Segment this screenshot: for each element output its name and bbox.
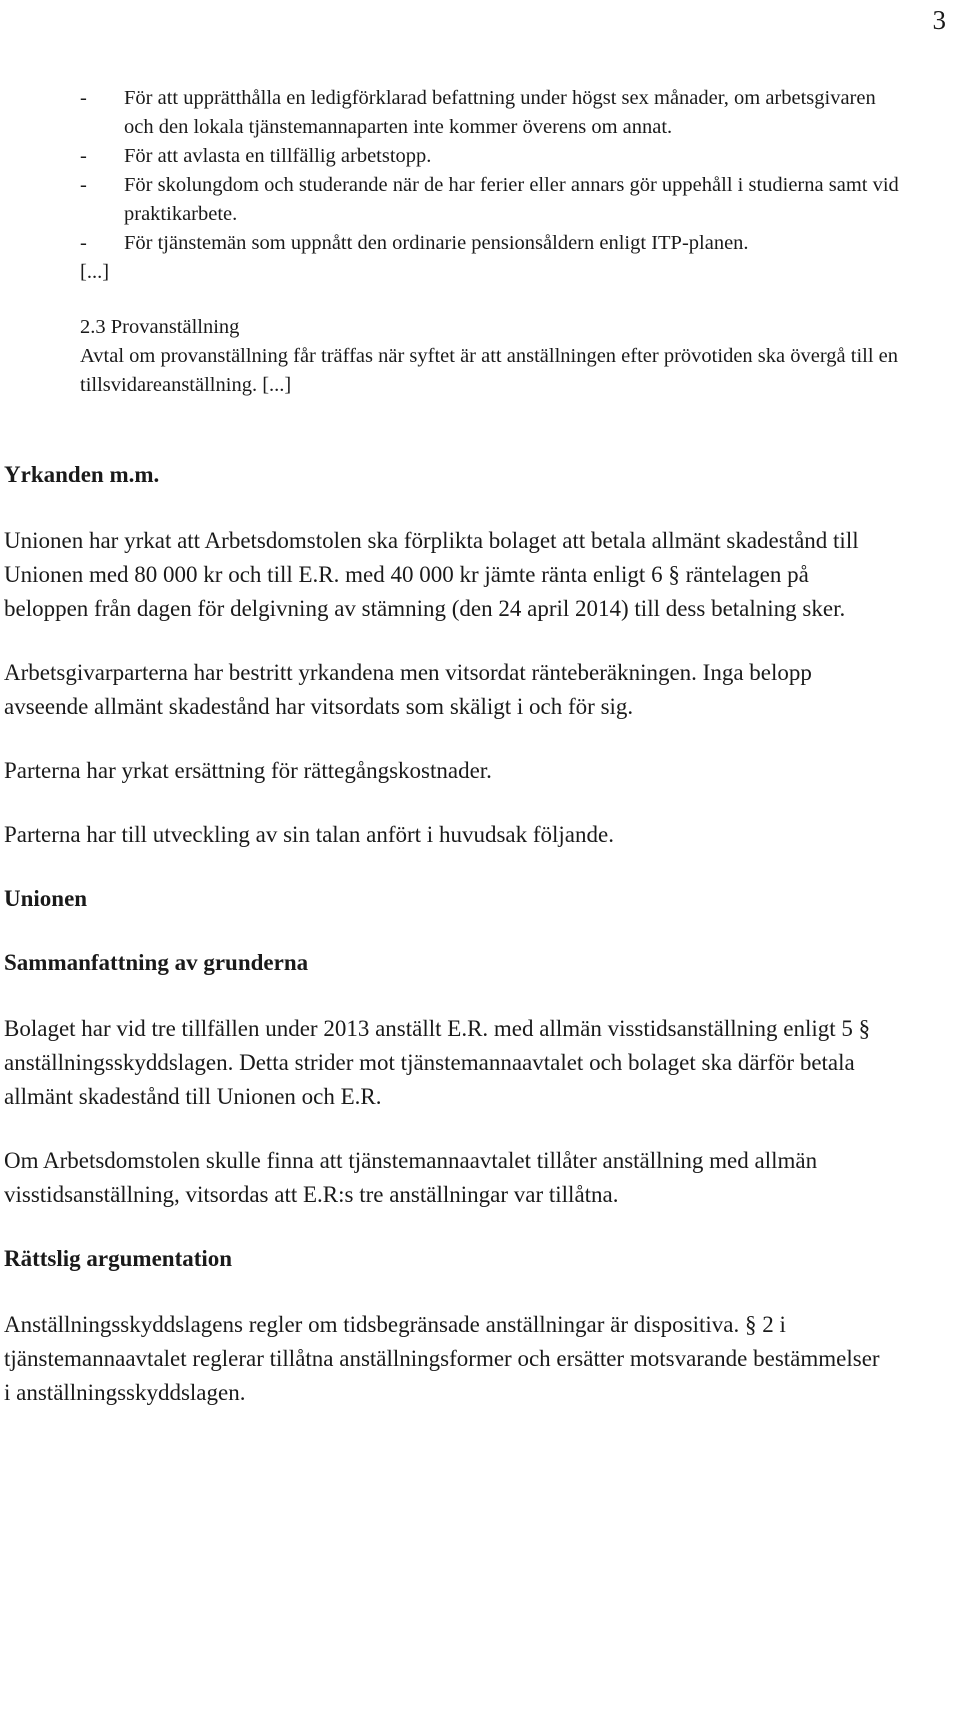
paragraph-claims-4: Parterna har till utveckling av sin talan anfört i huvudsak följande. [4,822,614,847]
heading-party: Unionen [4,886,88,911]
paragraph-claims-2: Arbetsgivarparterna har bestritt yrkandena men vitsordat ränteberäkningen. Inga belopp avseende allmänt skadestånd har vitsordats som skäligt i och för sig. [4,660,812,719]
quote-list-item [80,84,900,142]
main-text [4,458,884,1410]
paragraph-summary-1: Bolaget har vid tre tillfällen under 2013 anställt E.R. med allmän visstidsanställning enligt 5 § anställningsskyddslagen. Detta strider mot tjänstemannaavtalet och bolaget ska därför betala allmänt skadestånd till Unionen och E.R. [4,1016,871,1109]
omission-marker: [...] [80,261,110,283]
quoted-agreement-excerpt [80,84,900,400]
paragraph-legal-1: Anställningsskyddslagens regler om tidsbegränsade anställningar är dispositiva. § 2 i tjänstemannaavtalet reglerar tillåtna anställningsformer och ersätter motsvarande bestämmelser i anställningsskyddslagen. [4,1312,880,1405]
list-dash: - [80,174,87,196]
list-dash: - [80,232,87,254]
quote-list-item [80,171,900,229]
quote-list-item-text: För att avlasta en tillfällig arbetstopp. [124,145,432,167]
page-number: 3 [932,5,946,35]
heading-legal: Rättslig argumentation [4,1246,233,1271]
quote-list-item-text: För skolungdom och studerande när de har ferier eller annars gör uppehåll i studierna samt vid praktikarbete. [124,174,899,225]
list-dash: - [80,87,87,109]
quote-list-item [80,229,900,258]
paragraph-claims-1: Unionen har yrkat att Arbetsdomstolen ska förplikta bolaget att betala allmänt skadestånd till Unionen med 80 000 kr och till E.R. med 40 000 kr jämte ränta enligt 6 § räntelagen på beloppen från dagen för delgivning av stämning (den 24 april 2014) till dess betalning sker. [4,528,859,621]
list-dash: - [80,145,87,167]
quote-list-item [80,142,900,171]
quote-list-item-text: För att upprätthålla en ledigförklarad befattning under högst sex månader, om arbetsgivaren och den lokala tjänstemannaparten inte kommer överens om annat. [124,87,876,138]
heading-summary: Sammanfattning av grunderna [4,950,309,975]
paragraph-summary-2: Om Arbetsdomstolen skulle finna att tjänstemannaavtalet tillåter anställning med allmän visstidsanställning, vitsordas att E.R:s tre anställningar var tillåtna. [4,1148,818,1207]
quote-section-heading: 2.3 Provanställning [80,316,240,338]
heading-claims: Yrkanden m.m. [4,462,160,487]
paragraph-claims-3: Parterna har yrkat ersättning för rättegångskostnader. [4,758,492,783]
quote-list-item-text: För tjänstemän som uppnått den ordinarie pensionsåldern enligt ITP-planen. [124,232,749,254]
quote-section-body: Avtal om provanställning får träffas när syftet är att anställningen efter prövotiden ska övergå till en tillsvidareanställning. [...] [80,345,899,396]
